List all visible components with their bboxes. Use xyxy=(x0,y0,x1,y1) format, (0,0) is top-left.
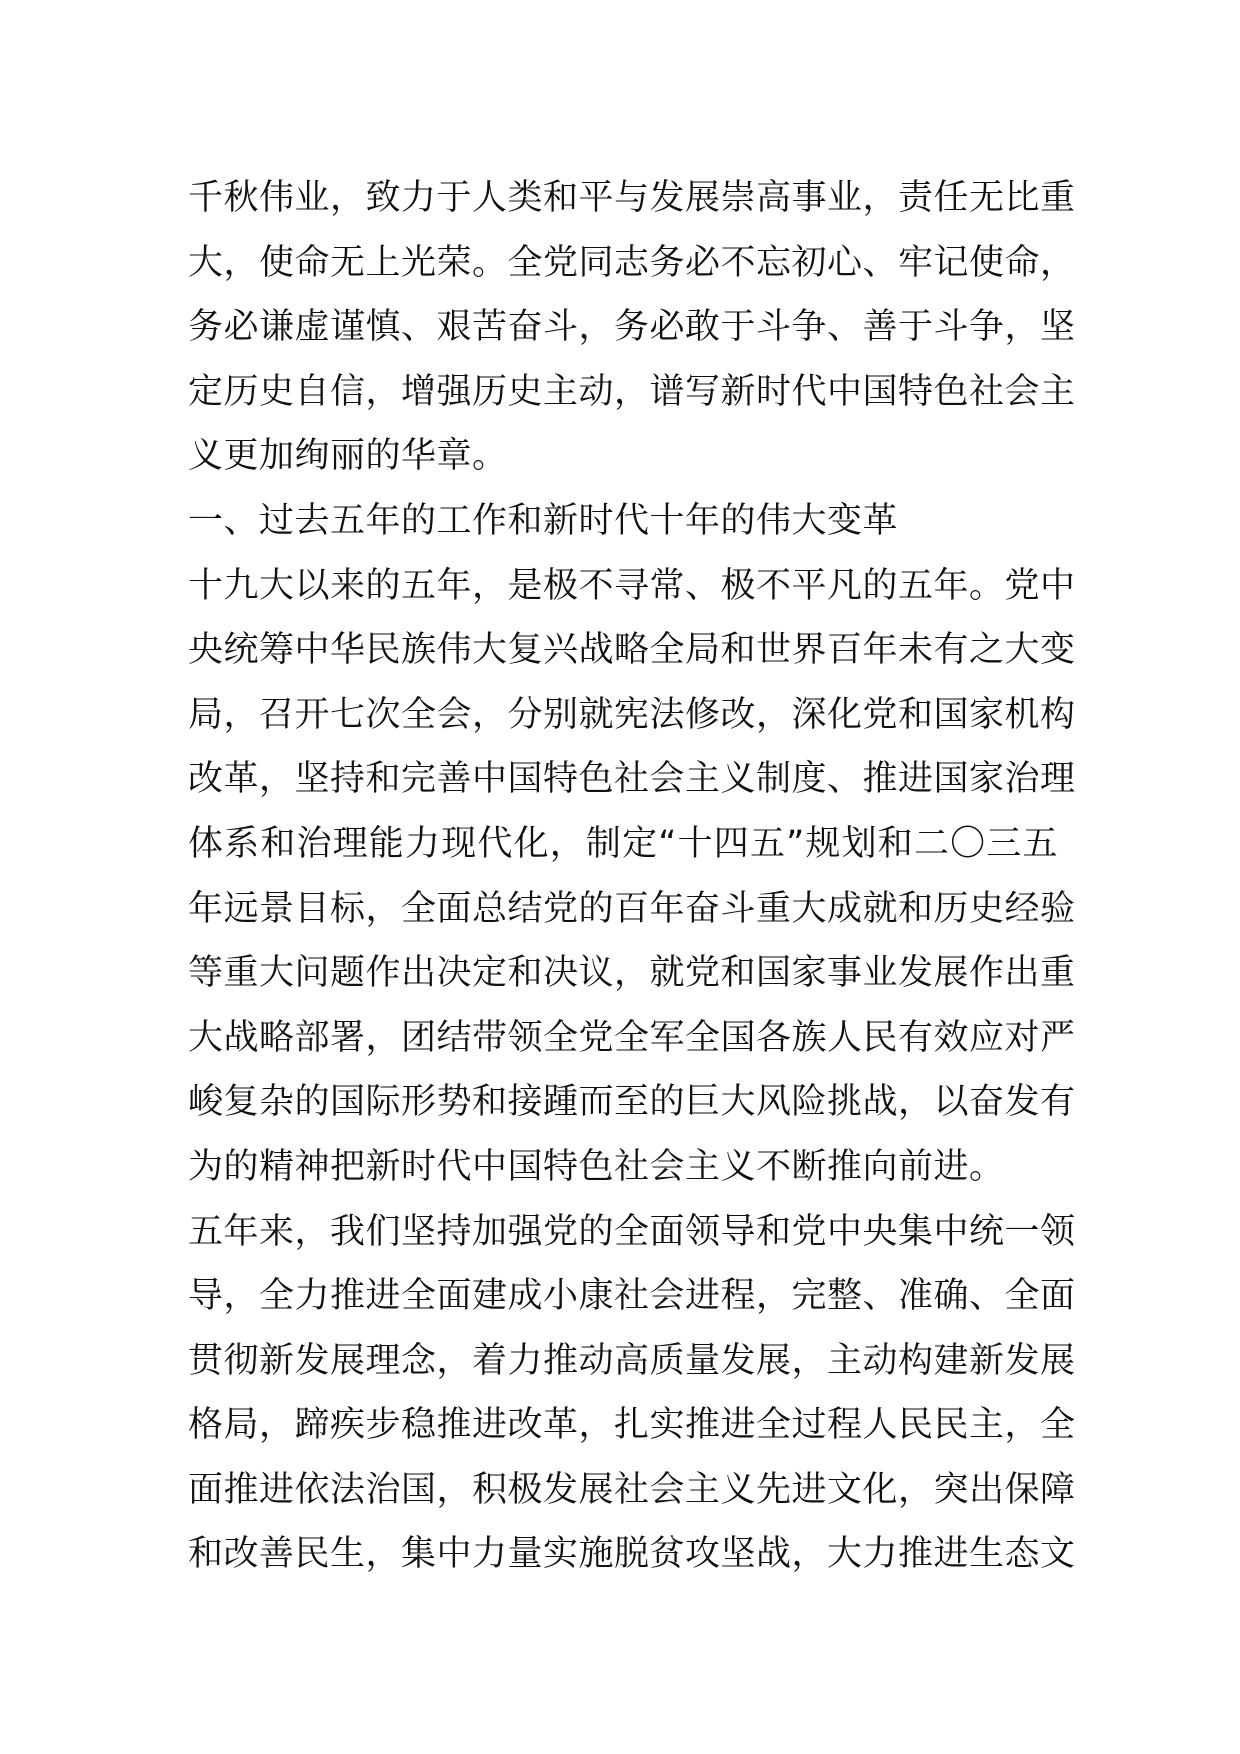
text-line: 十九大以来的五年，是极不寻常、极不平凡的五年。党中 xyxy=(188,565,1076,606)
paragraph-intro-continuation xyxy=(188,166,1076,489)
section-heading xyxy=(188,489,1058,554)
text-line: 央统筹中华民族伟大复兴战略全局和世界百年未有之大变 xyxy=(188,630,1076,671)
paragraph-five-years xyxy=(188,554,1076,1200)
text-line: 定历史自信，增强历史主动，谱写新时代中国特色社会主 xyxy=(188,371,1076,412)
text-line: 局，召开七次全会，分别就宪法修改，深化党和国家机构 xyxy=(188,694,1076,735)
document-body xyxy=(188,166,1076,1587)
text-line: 等重大问题作出决定和决议，就党和国家事业发展作出重 xyxy=(188,953,1076,994)
text-line: 导，全力推进全面建成小康社会进程，完整、准确、全面 xyxy=(188,1276,1076,1317)
text-line: 贯彻新发展理念，着力推动高质量发展，主动构建新发展 xyxy=(188,1340,1076,1381)
text-line: 和改善民生，集中力量实施脱贫攻坚战，大力推进生态文 xyxy=(188,1534,1076,1575)
section-heading-text: 一、过去五年的工作和新时代十年的伟大变革 xyxy=(188,500,899,541)
text-line: 为的精神把新时代中国特色社会主义不断推向前进。 xyxy=(188,1146,1005,1187)
text-line: 务必谦虚谨慎、艰苦奋斗，务必敢于斗争、善于斗争，坚 xyxy=(188,307,1076,348)
text-line: 面推进依法治国，积极发展社会主义先进文化，突出保障 xyxy=(188,1469,1076,1510)
text-line: 大，使命无上光荣。全党同志务必不忘初心、牢记使命， xyxy=(188,242,1076,283)
text-line: 峻复杂的国际形势和接踵而至的巨大风险挑战，以奋发有 xyxy=(188,1082,1076,1123)
paragraph-achievements xyxy=(188,1200,1076,1588)
text-line: 改革，坚持和完善中国特色社会主义制度、推进国家治理 xyxy=(188,759,1076,800)
text-line: 大战略部署，团结带领全党全军全国各族人民有效应对严 xyxy=(188,1017,1076,1058)
text-line: 五年来，我们坚持加强党的全面领导和党中央集中统一领 xyxy=(188,1211,1076,1252)
text-line: 千秋伟业，致力于人类和平与发展崇高事业，责任无比重 xyxy=(188,178,1076,218)
text-line: 义更加绚丽的华章。 xyxy=(188,436,508,477)
text-line: 格局，蹄疾步稳推进改革，扎实推进全过程人民民主，全 xyxy=(188,1405,1076,1446)
text-line: 年远景目标，全面总结党的百年奋斗重大成就和历史经验 xyxy=(188,888,1076,929)
text-line: 体系和治理能力现代化，制定“十四五”规划和二〇三五 xyxy=(188,823,1058,864)
